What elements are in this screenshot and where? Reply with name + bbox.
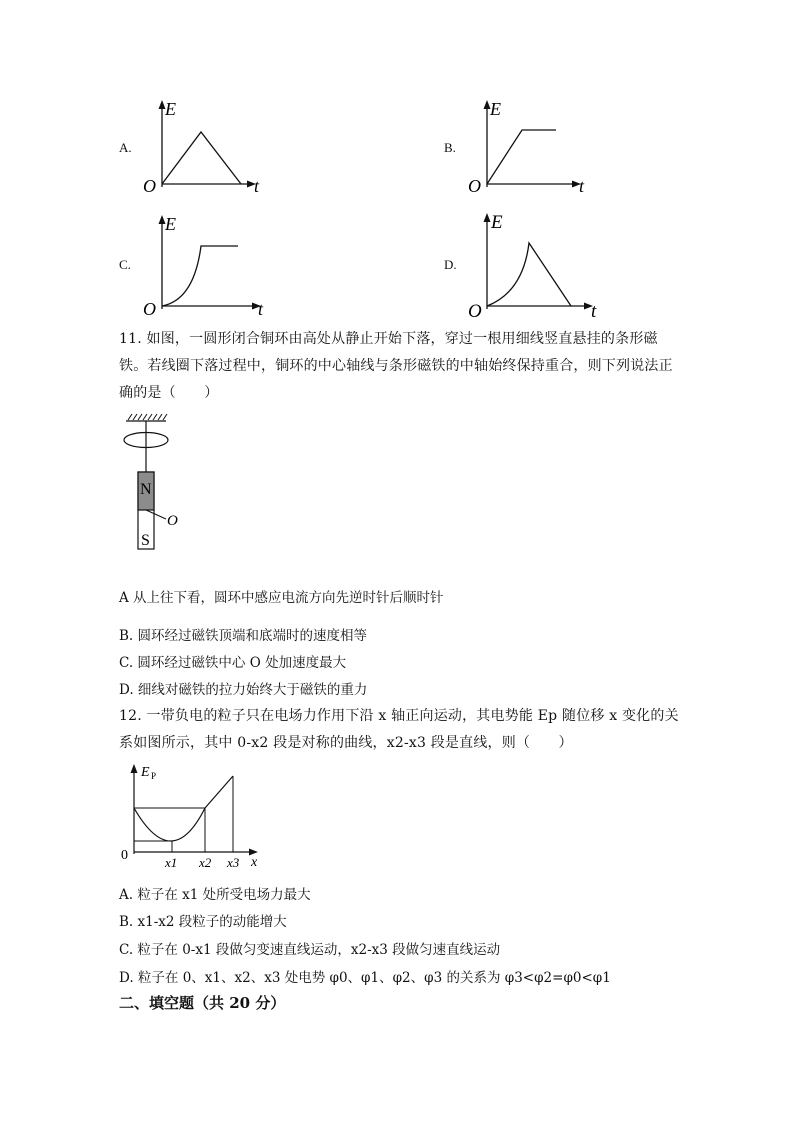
ep-tick-x3: x3 <box>227 855 240 870</box>
option-c-label: C. <box>119 257 131 272</box>
ep-x-label: x <box>251 855 258 870</box>
q11-option-b: B. 圆环经过磁铁顶端和底端时的速度相等 <box>119 628 368 644</box>
ep-line <box>205 776 233 808</box>
q12-option-a: A. 粒子在 x1 处所受电场力最大 <box>119 887 311 903</box>
option-c-y-label: E <box>165 214 176 234</box>
option-b-origin: O <box>468 176 481 196</box>
ep-y-subscript: P <box>151 771 157 781</box>
option-a-label: A. <box>119 140 132 155</box>
magnet-n-label: N <box>140 481 152 498</box>
q12-line-1: 12. 一带负电的粒子只在电场力作用下沿 x 轴正向运动，其电势能 Ep 随位移 x 变化的关 <box>119 708 679 724</box>
q11-line-1: 11. 如图，一圆形闭合铜环由高处从静止开始下落，穿过一根用细线竖直悬挂的条形磁 <box>119 331 658 347</box>
q11-option-d: D. 细线对磁铁的拉力始终大于磁铁的重力 <box>119 682 368 698</box>
magnet-s-label: S <box>141 532 150 549</box>
q12-option-c: C. 粒子在 0-x1 段做匀变速直线运动，x2-x3 段做匀速直线运动 <box>119 942 501 958</box>
q11-option-c: C. 圆环经过磁铁中心 O 处加速度最大 <box>119 655 347 671</box>
option-d-y-label: E <box>491 212 503 233</box>
option-c-origin: O <box>143 299 156 319</box>
option-b-x-label: t <box>579 176 585 196</box>
option-b-label: B. <box>444 140 456 155</box>
ep-y-label: E <box>141 765 150 780</box>
q12-stem <box>119 703 689 757</box>
q11-line-3: 确的是（ ） <box>119 385 219 401</box>
option-a-graph <box>138 95 278 200</box>
q12-ep-graph <box>117 758 277 874</box>
q11-option-a: A 从上往下看，圆环中感应电流方向先逆时针后顺时针 <box>119 590 444 606</box>
magnet-center-label: O <box>167 513 178 529</box>
q12-option-b: B. x1-x2 段粒子的动能增大 <box>119 914 287 930</box>
q12-option-d: D. 粒子在 0、x1、x2、x3 处电势 φ0、φ1、φ2、φ3 的关系为 φ3<φ2=φ0<φ1 <box>119 970 611 986</box>
option-d-x-label: t <box>591 301 597 322</box>
ep-tick-x1: x1 <box>165 855 178 870</box>
option-c-x-label: t <box>258 299 264 319</box>
option-d-graph <box>463 206 613 324</box>
option-a-y-label: E <box>165 99 176 119</box>
option-b-graph <box>463 95 603 200</box>
q12-line-2: 系如图所示，其中 0-x2 段是对称的曲线，x2-x3 段是直线，则（ ） <box>119 735 573 751</box>
q11-line-2: 铁。若线圈下落过程中，铜环的中心轴线与条形磁铁的中轴始终保持重合，则下列说法正 <box>119 358 673 374</box>
option-a-origin: O <box>143 176 156 196</box>
option-c-graph <box>138 208 278 320</box>
q11-stem <box>119 326 679 407</box>
ep-tick-x2: x2 <box>199 855 212 870</box>
ep-origin: 0 <box>121 848 128 863</box>
option-d-label: D. <box>444 257 457 272</box>
ep-curve <box>134 808 205 841</box>
section-title: 二、填空题（共 20 分） <box>119 994 286 1012</box>
option-d-origin: O <box>468 301 482 322</box>
option-a-x-label: t <box>254 176 260 196</box>
q11-magnet-figure <box>112 412 202 554</box>
option-b-y-label: E <box>490 99 501 119</box>
